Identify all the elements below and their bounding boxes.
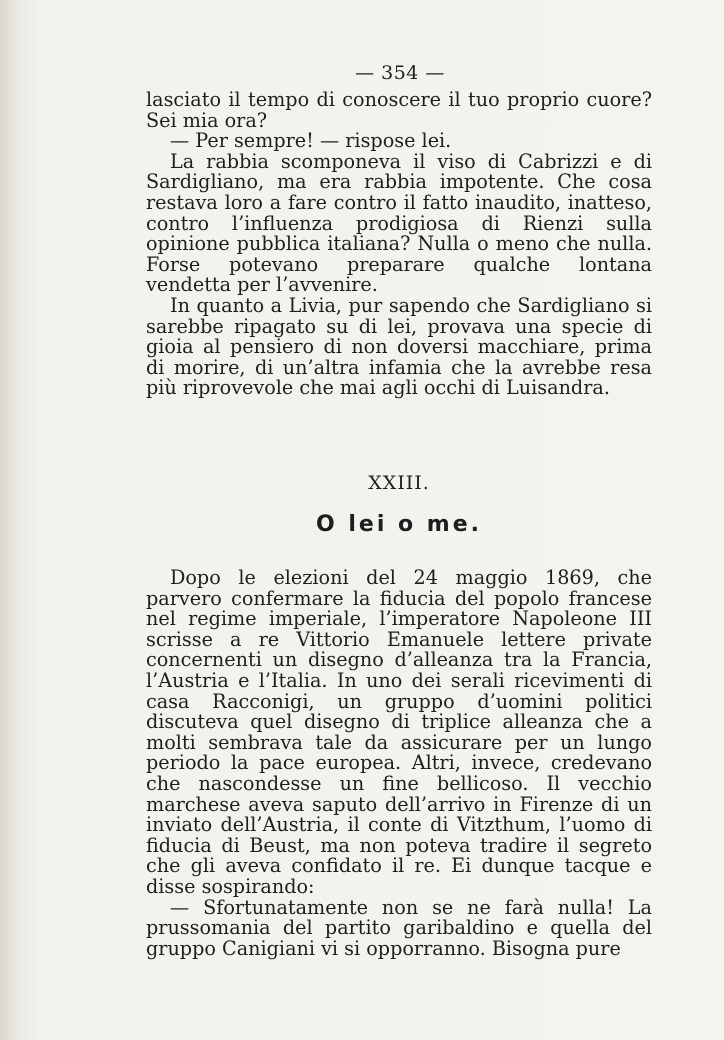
top-text-block (146, 90, 652, 399)
paragraph-dialogue: — Sfortunatamente non se ne farà nulla! La prussomania del partito garibaldino e quella del gruppo Canigiani vi si opporranno. Bisogna pure (146, 895, 652, 960)
chapter-number: XXIII. (368, 472, 430, 494)
paragraph: La rabbia scomponeva il viso di Cabrizzi e di Sardigliano, ma era rabbia impotente. Che cosa restava loro a fare contro il fatto inaudito, inatteso, contro l’influenza prodigiosa di Rienzi sulla opinione pubblica italiana? Nulla o meno che nulla. Forse potevano preparare qualche lontana vendetta per l’avvenire. (146, 149, 652, 297)
chapter-title: O lei o me. (316, 512, 482, 537)
paragraph-continuation: lasciato il tempo di conoscere il tuo proprio cuore? Sei mia ora? (146, 88, 652, 132)
bottom-text-block (146, 568, 652, 959)
paragraph: In quanto a Livia, pur sapendo che Sardigliano si sarebbe ripagato su di lei, provava una specie di gioia al pensiero di non doversi macchiare, prima di morire, di un’altra infamia che la avrebbe resa più riprovevole che mai agli occhi di Luisandra. (146, 293, 652, 400)
page-number: — 354 — (355, 62, 445, 84)
paragraph-dialogue: — Per sempre! — rispose lei. (170, 129, 452, 153)
paragraph: Dopo le elezioni del 24 maggio 1869, che parvero confermare la fiducia del popolo francese nel regime imperiale, l’imperatore Napoleone III scrisse a re Vittorio Emanuele lettere private concernenti un disegno d’alleanza tra la Francia, l’Austria e l’Italia. In uno dei serali ricevimenti di casa Racconigi, un gruppo d’uomini politici discuteva quel disegno di triplice alleanza che a molti sembrava tale da assicurare per un lungo periodo la pace europea. Altri, invece, credevano che nascondesse un fine bellicoso. Il vecchio marchese aveva saputo dell’arrivo in Firenze di un inviato dell’Austria, il conte di Vitzthum, l’uomo di fiducia di Beust, ma non poteva tradire il segreto che gli aveva confidato il re. Ei dunque tacque e disse sospirando: (146, 566, 652, 898)
